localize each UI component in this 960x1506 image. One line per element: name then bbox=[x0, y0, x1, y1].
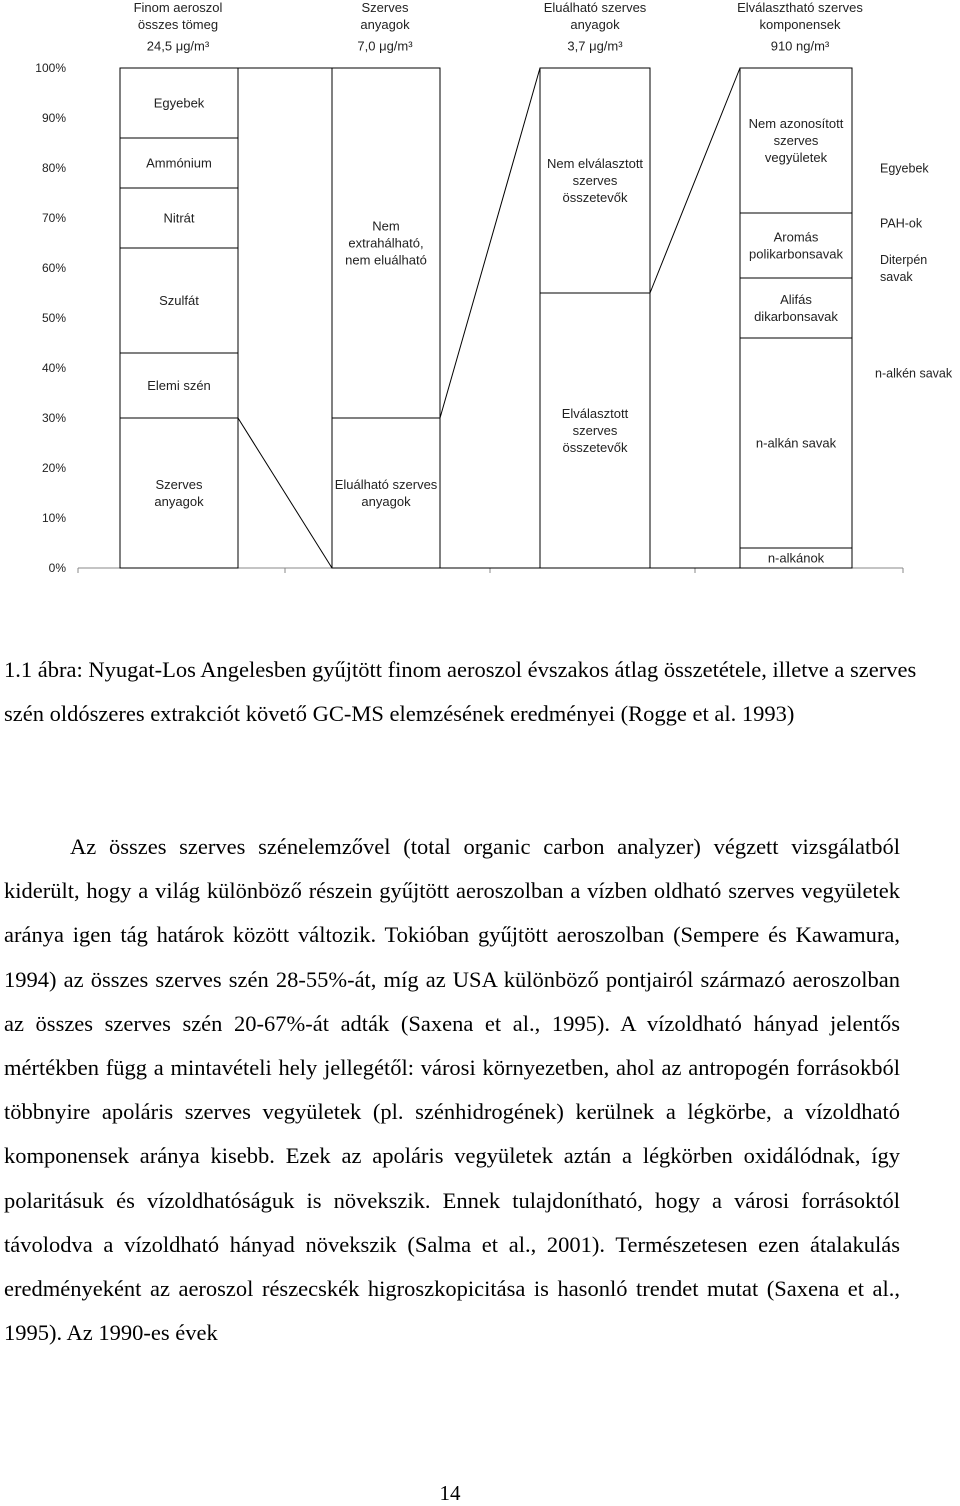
segment-label: Alifás dikarbonsavak bbox=[754, 292, 838, 325]
segment-label: Aromás polikarbonsavak bbox=[749, 229, 843, 262]
page-number: 14 bbox=[439, 1481, 461, 1505]
segment-label: Nem extrahálható, nem eluálható bbox=[345, 218, 427, 268]
outside-label: n-alkén savak bbox=[875, 366, 953, 381]
stacked-bar bbox=[540, 68, 650, 568]
body-paragraph: Az összes szerves szénelemzővel (total organic carbon analyzer) végzett vizsgálatból kiderült, hogy a világ különböző részein gyűjtött aeroszolban a vízben oldható szerves vegyületek aránya igen tág határok között változik. Tokióban gyűjtött aeroszolban (Sempere és Kawamura, 1994) az összes szerves szén 28-55%-át, míg az USA különböző pontjairól származó aeroszolban az összes szerves szén 20-67%-át adták (Saxena et al., 1995). A vízoldható hányad jelentős mértékben függ a mintavételi hely jellegétől: városi környezetben, ahol az antropogén forrásokból többnyire apoláris szerves vegyületek (pl. szénhidrogének) kerülnek a légkörbe, a vízoldható komponensek aránya kisebb. Ezek az apoláris vegyületek aztán a légkörben oxidálódnak, így polaritásuk és vízoldhatóságuk is növekszik. Ennek tulajdonítható, hogy a városi forrásoktól távolodva a vízoldható hányad növekszik (Salma et al., 2001). Természetesen ezen átalakulás eredményeként az aeroszol részecskék higroszkopicitása is hasonló trendet mutat (Saxena et al., 1995). Az 1990-es évek bbox=[4, 834, 900, 1346]
bar-header: Eluálható szerves anyagok bbox=[543, 0, 647, 33]
y-tick-label: 10% bbox=[41, 511, 66, 525]
y-tick-label: 100% bbox=[35, 61, 66, 75]
connector-line bbox=[440, 68, 540, 418]
segment-label: Nem elválasztott szerves összetevők bbox=[546, 156, 644, 206]
segment-label: Elemi szén bbox=[147, 378, 211, 394]
segment-label: n-alkánok bbox=[767, 550, 825, 566]
composition-chart bbox=[0, 0, 960, 640]
y-tick-label: 50% bbox=[41, 311, 66, 325]
y-tick-label: 30% bbox=[41, 411, 66, 425]
segment-label: Nem azonosított szerves vegyületek bbox=[748, 116, 844, 166]
outside-label: Diterpén savak bbox=[880, 252, 928, 284]
segment-label: Szulfát bbox=[159, 293, 199, 309]
segment-label: n-alkán savak bbox=[755, 435, 837, 451]
stacked-bar bbox=[332, 68, 440, 568]
bar-amount: 3,7 μg/m³ bbox=[567, 38, 623, 54]
y-tick-label: 0% bbox=[48, 561, 66, 575]
segment-label: Nitrát bbox=[163, 210, 195, 226]
outside-label: PAH-ok bbox=[880, 216, 923, 231]
bar-header: Elválasztható szerves komponensek bbox=[737, 0, 863, 33]
outside-label: Egyebek bbox=[880, 161, 929, 176]
stacked-bar bbox=[120, 68, 238, 568]
bar-amount: 24,5 μg/m³ bbox=[146, 38, 210, 54]
bar-amount: 910 ng/m³ bbox=[770, 38, 830, 54]
connector-line bbox=[238, 418, 332, 568]
segment-label: Elválasztott szerves összetevők bbox=[561, 406, 629, 456]
connector-line bbox=[650, 68, 740, 293]
y-tick-label: 40% bbox=[41, 361, 66, 375]
y-tick-label: 80% bbox=[41, 161, 66, 175]
bar-amount: 7,0 μg/m³ bbox=[357, 38, 413, 54]
figure-caption: 1.1 ábra: Nyugat-Los Angelesben gyűjtött finom aeroszol évszakos átlag összetétele, illetve a szerves szén oldószeres extrakciót követő GC-MS elemzésének eredményei (Rogge et al. 1993) bbox=[4, 657, 917, 726]
segment-label: Eluálható szerves anyagok bbox=[334, 477, 438, 510]
y-tick-label: 60% bbox=[41, 261, 66, 275]
bar-header: Szerves anyagok bbox=[360, 0, 410, 33]
segment-label: Egyebek bbox=[153, 95, 205, 111]
bar-header: Finom aeroszol összes tömeg bbox=[133, 0, 223, 33]
y-tick-label: 20% bbox=[41, 461, 66, 475]
segment-label: Ammónium bbox=[146, 155, 212, 171]
y-tick-label: 70% bbox=[41, 211, 66, 225]
y-tick-label: 90% bbox=[41, 111, 66, 125]
segment-label: Szerves anyagok bbox=[154, 477, 204, 510]
